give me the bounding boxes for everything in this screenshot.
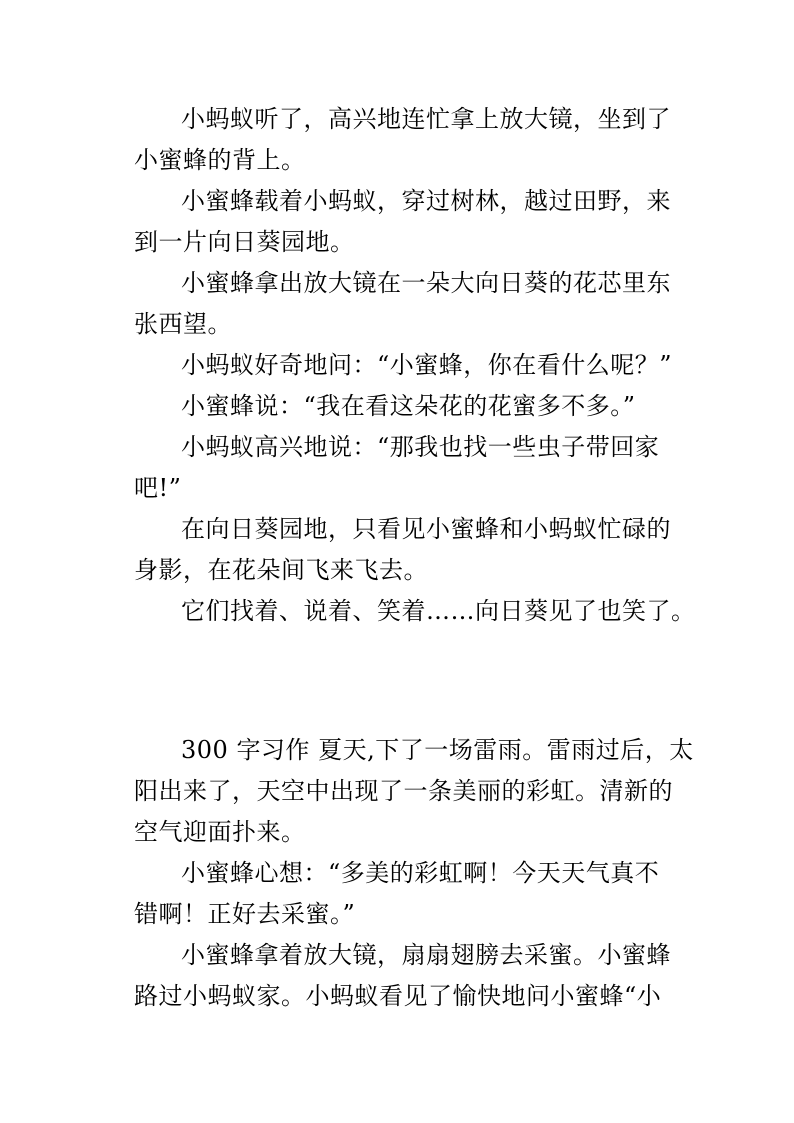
paragraph-line: 空气迎面扑来。 <box>134 818 306 846</box>
paragraph-line: 错啊！正好去采蜜。” <box>134 900 356 928</box>
paragraph-line: 小蚂蚁听了，高兴地连忙拿上放大镜，坐到了 <box>181 105 671 133</box>
paragraph-line: 路过小蚂蚁家。小蚂蚁看见了愉快地问小蜜蜂“小 <box>134 982 662 1010</box>
paragraph-line: 阳出来了，天空中出现了一条美丽的彩虹。清新的 <box>134 777 673 805</box>
paragraph-line: 小蜜蜂拿出放大镜在一朵大向日葵的花芯里东 <box>181 269 671 297</box>
paragraph-line: 小蜜蜂说：“我在看这朵花的花蜜多不多。” <box>181 392 636 420</box>
paragraph-line: 小蜜蜂拿着放大镜，扇扇翅膀去采蜜。小蜜蜂 <box>181 941 671 969</box>
paragraph-line: 张西望。 <box>134 310 232 338</box>
paragraph-line: 小蚂蚁高兴地说：“那我也找一些虫子带回家 <box>181 433 660 461</box>
paragraph-line: 在向日葵园地，只看见小蜜蜂和小蚂蚁忙碌的 <box>181 515 671 543</box>
paragraph-line: 它们找着、说着、笑着……向日葵见了也笑了。 <box>181 597 696 625</box>
paragraph-line: 小蜜蜂的背上。 <box>134 146 306 174</box>
paragraph-line: 小蜜蜂载着小蚂蚁，穿过树林，越过田野，来 <box>181 187 671 215</box>
paragraph-line: 小蜜蜂心想：“多美的彩虹啊！今天天气真不 <box>181 859 660 887</box>
paragraph-line: 300 字习作 夏天,下了一场雷雨。雷雨过后，太 <box>181 736 694 764</box>
paragraph-line: 到一片向日葵园地。 <box>134 228 355 256</box>
paragraph-line: 身影，在花朵间飞来飞去。 <box>134 556 428 584</box>
paragraph-line: 小蚂蚁好奇地问：“小蜜蜂，你在看什么呢？” <box>181 351 673 379</box>
paragraph-line: 吧!” <box>134 474 182 502</box>
